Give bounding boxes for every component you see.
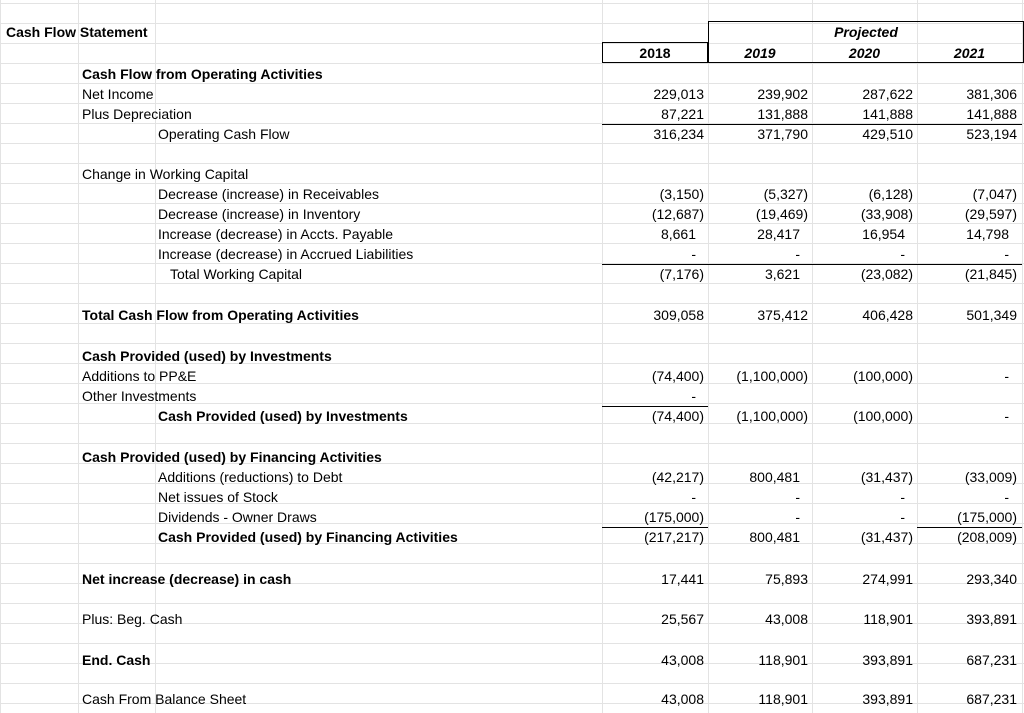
value-cell-payable-2: 16,954 bbox=[862, 226, 905, 242]
year-2018: 2018 bbox=[639, 45, 671, 61]
row-label-cash-financing: Cash Provided (used) by Financing Activities bbox=[158, 529, 458, 545]
value-cell-dividends-3: (175,000) bbox=[957, 509, 1017, 525]
value-cell-receivables-0: (3,150) bbox=[659, 186, 704, 202]
value-cell-debt-2: (31,437) bbox=[860, 469, 913, 485]
row-label-beg-cash: Plus: Beg. Cash bbox=[82, 611, 183, 627]
value-cell-dividends-1: - bbox=[795, 509, 800, 525]
value-cell-debt-1: 800,481 bbox=[749, 469, 800, 485]
value-cell-total-operating-2: 406,428 bbox=[862, 307, 913, 323]
value-cell-receivables-2: (6,128) bbox=[868, 186, 913, 202]
value-cell-net-increase-0: 17,441 bbox=[661, 571, 704, 587]
value-cell-cash-inv-1: (1,100,000) bbox=[736, 408, 808, 424]
row-label-total-operating: Total Cash Flow from Operating Activities bbox=[82, 307, 359, 323]
value-cell-payable-0: 8,661 bbox=[660, 226, 696, 242]
value-cell-end-cash-0: 43,008 bbox=[661, 652, 704, 668]
underline-cash-investments bbox=[602, 406, 708, 407]
value-cell-other-inv-0: - bbox=[691, 388, 696, 404]
value-cell-balance-sheet-0: 43,008 bbox=[661, 691, 704, 707]
value-cell-ppe-1: (1,100,000) bbox=[736, 368, 808, 384]
value-cell-net-income-0: 229,013 bbox=[653, 86, 704, 102]
year-2019: 2019 bbox=[744, 45, 776, 61]
value-cell-depreciation-1: 131,888 bbox=[757, 106, 808, 122]
value-cell-operating-cash-flow-2: 429,510 bbox=[862, 126, 913, 142]
value-cell-cash-fin-3: (208,009) bbox=[957, 529, 1017, 545]
value-cell-end-cash-3: 687,231 bbox=[966, 652, 1017, 668]
value-cell-ppe-3: - bbox=[1004, 368, 1009, 384]
row-label-net-income: Net Income bbox=[82, 86, 154, 102]
operating-section-title: Cash Flow from Operating Activities bbox=[82, 66, 323, 82]
gridline bbox=[78, 0, 79, 713]
value-cell-total-operating-3: 501,349 bbox=[966, 307, 1017, 323]
value-cell-payable-1: 28,417 bbox=[757, 226, 800, 242]
row-label-inventory: Decrease (increase) in Inventory bbox=[158, 206, 361, 222]
value-cell-cash-fin-0: (217,217) bbox=[644, 529, 704, 545]
row-label-dividends: Dividends - Owner Draws bbox=[158, 509, 317, 525]
value-cell-dividends-0: (175,000) bbox=[644, 509, 704, 525]
value-cell-total-wc-3: (21,845) bbox=[964, 266, 1017, 282]
value-cell-accrued-3: - bbox=[1004, 246, 1009, 262]
row-label-end-cash: End. Cash bbox=[82, 652, 151, 668]
value-cell-accrued-0: - bbox=[691, 246, 696, 262]
row-label-ppe: Additions to PP&E bbox=[82, 368, 197, 384]
value-cell-accrued-2: - bbox=[900, 246, 905, 262]
value-cell-accrued-1: - bbox=[795, 246, 800, 262]
wc-section-title: Change in Working Capital bbox=[82, 166, 249, 182]
row-label-cash-investments: Cash Provided (used) by Investments bbox=[158, 408, 408, 424]
value-cell-total-wc-2: (23,082) bbox=[860, 266, 913, 282]
value-cell-cash-inv-0: (74,400) bbox=[651, 408, 704, 424]
value-cell-total-wc-1: 3,621 bbox=[764, 266, 800, 282]
value-cell-other-inv-2 bbox=[812, 386, 905, 406]
value-cell-balance-sheet-1: 118,901 bbox=[758, 691, 808, 707]
gridline bbox=[1022, 0, 1023, 713]
sheet-title: Cash Flow Statement bbox=[6, 24, 148, 40]
value-cell-ppe-2: (100,000) bbox=[853, 368, 913, 384]
row-label-other-investments: Other Investments bbox=[82, 388, 197, 404]
value-cell-payable-3: 14,798 bbox=[966, 226, 1009, 242]
value-cell-inventory-0: (12,687) bbox=[651, 206, 704, 222]
value-cell-operating-cash-flow-1: 371,790 bbox=[757, 126, 808, 142]
year-2020: 2020 bbox=[848, 45, 881, 61]
row-label-total-wc: Total Working Capital bbox=[170, 266, 303, 282]
value-cell-stock-2: - bbox=[900, 489, 905, 505]
value-cell-total-operating-1: 375,412 bbox=[757, 307, 808, 323]
underline-cash-financing-2021 bbox=[917, 527, 1022, 528]
value-cell-debt-3: (33,009) bbox=[964, 469, 1017, 485]
value-cell-ppe-0: (74,400) bbox=[651, 368, 704, 384]
value-cell-depreciation-2: 141,888 bbox=[862, 106, 913, 122]
value-cell-dividends-2: - bbox=[900, 509, 905, 525]
value-cell-depreciation-3: 141,888 bbox=[966, 106, 1017, 122]
row-label-depreciation: Plus Depreciation bbox=[82, 106, 192, 122]
value-cell-balance-sheet-3: 687,231 bbox=[966, 691, 1017, 707]
value-cell-total-wc-0: (7,176) bbox=[659, 266, 704, 282]
value-cell-operating-cash-flow-3: 523,194 bbox=[966, 126, 1017, 142]
value-cell-beg-cash-1: 43,008 bbox=[765, 611, 808, 627]
row-label-operating-cash-flow: Operating Cash Flow bbox=[158, 126, 290, 142]
value-cell-net-increase-2: 274,991 bbox=[862, 571, 913, 587]
value-cell-receivables-1: (5,327) bbox=[763, 186, 808, 202]
value-cell-other-inv-1 bbox=[708, 386, 800, 406]
row-label-receivables: Decrease (increase) in Receivables bbox=[158, 186, 379, 202]
value-cell-stock-0: - bbox=[691, 489, 696, 505]
value-cell-net-income-3: 381,306 bbox=[966, 86, 1017, 102]
projected-label: Projected bbox=[834, 24, 898, 40]
row-label-balance-sheet: Cash From Balance Sheet bbox=[82, 691, 247, 707]
value-cell-inventory-3: (29,597) bbox=[964, 206, 1017, 222]
value-cell-cash-inv-2: (100,000) bbox=[853, 408, 913, 424]
row-label-net-increase: Net increase (decrease) in cash bbox=[82, 571, 292, 587]
value-cell-end-cash-1: 118,901 bbox=[758, 652, 808, 668]
value-cell-inventory-1: (19,469) bbox=[755, 206, 808, 222]
underline-operating-cash-flow bbox=[602, 124, 1022, 125]
value-cell-other-inv-3 bbox=[917, 386, 1009, 406]
value-cell-stock-3: - bbox=[1004, 489, 1009, 505]
value-cell-cash-fin-2: (31,437) bbox=[860, 529, 913, 545]
value-cell-operating-cash-flow-0: 316,234 bbox=[653, 126, 704, 142]
value-cell-beg-cash-3: 393,891 bbox=[966, 611, 1017, 627]
value-cell-depreciation-0: 87,221 bbox=[661, 106, 704, 122]
investments-section-title: Cash Provided (used) by Investments bbox=[82, 348, 332, 364]
value-cell-balance-sheet-2: 393,891 bbox=[862, 691, 913, 707]
row-label-accrued: Increase (decrease) in Accrued Liabilities bbox=[158, 246, 414, 262]
value-cell-net-income-1: 239,902 bbox=[757, 86, 808, 102]
underline-cash-financing-2018 bbox=[602, 527, 708, 528]
value-cell-beg-cash-2: 118,901 bbox=[863, 611, 913, 627]
value-cell-cash-inv-3: - bbox=[1004, 408, 1009, 424]
value-cell-stock-1: - bbox=[795, 489, 800, 505]
value-cell-receivables-3: (7,047) bbox=[972, 186, 1017, 202]
value-cell-net-income-2: 287,622 bbox=[862, 86, 913, 102]
value-cell-net-increase-3: 293,340 bbox=[966, 571, 1017, 587]
value-cell-debt-0: (42,217) bbox=[651, 469, 704, 485]
underline-total-wc bbox=[602, 264, 1022, 265]
row-label-payable: Increase (decrease) in Accts. Payable bbox=[158, 226, 394, 242]
financing-section-title: Cash Provided (used) by Financing Activities bbox=[82, 449, 382, 465]
value-cell-net-increase-1: 75,893 bbox=[765, 571, 808, 587]
value-cell-total-operating-0: 309,058 bbox=[653, 307, 704, 323]
row-label-debt: Additions (reductions) to Debt bbox=[158, 469, 343, 485]
row-label-stock: Net issues of Stock bbox=[158, 489, 278, 505]
value-cell-cash-fin-1: 800,481 bbox=[749, 529, 800, 545]
value-cell-end-cash-2: 393,891 bbox=[862, 652, 913, 668]
value-cell-beg-cash-0: 25,567 bbox=[661, 611, 704, 627]
year-2021: 2021 bbox=[953, 45, 986, 61]
value-cell-inventory-2: (33,908) bbox=[860, 206, 913, 222]
